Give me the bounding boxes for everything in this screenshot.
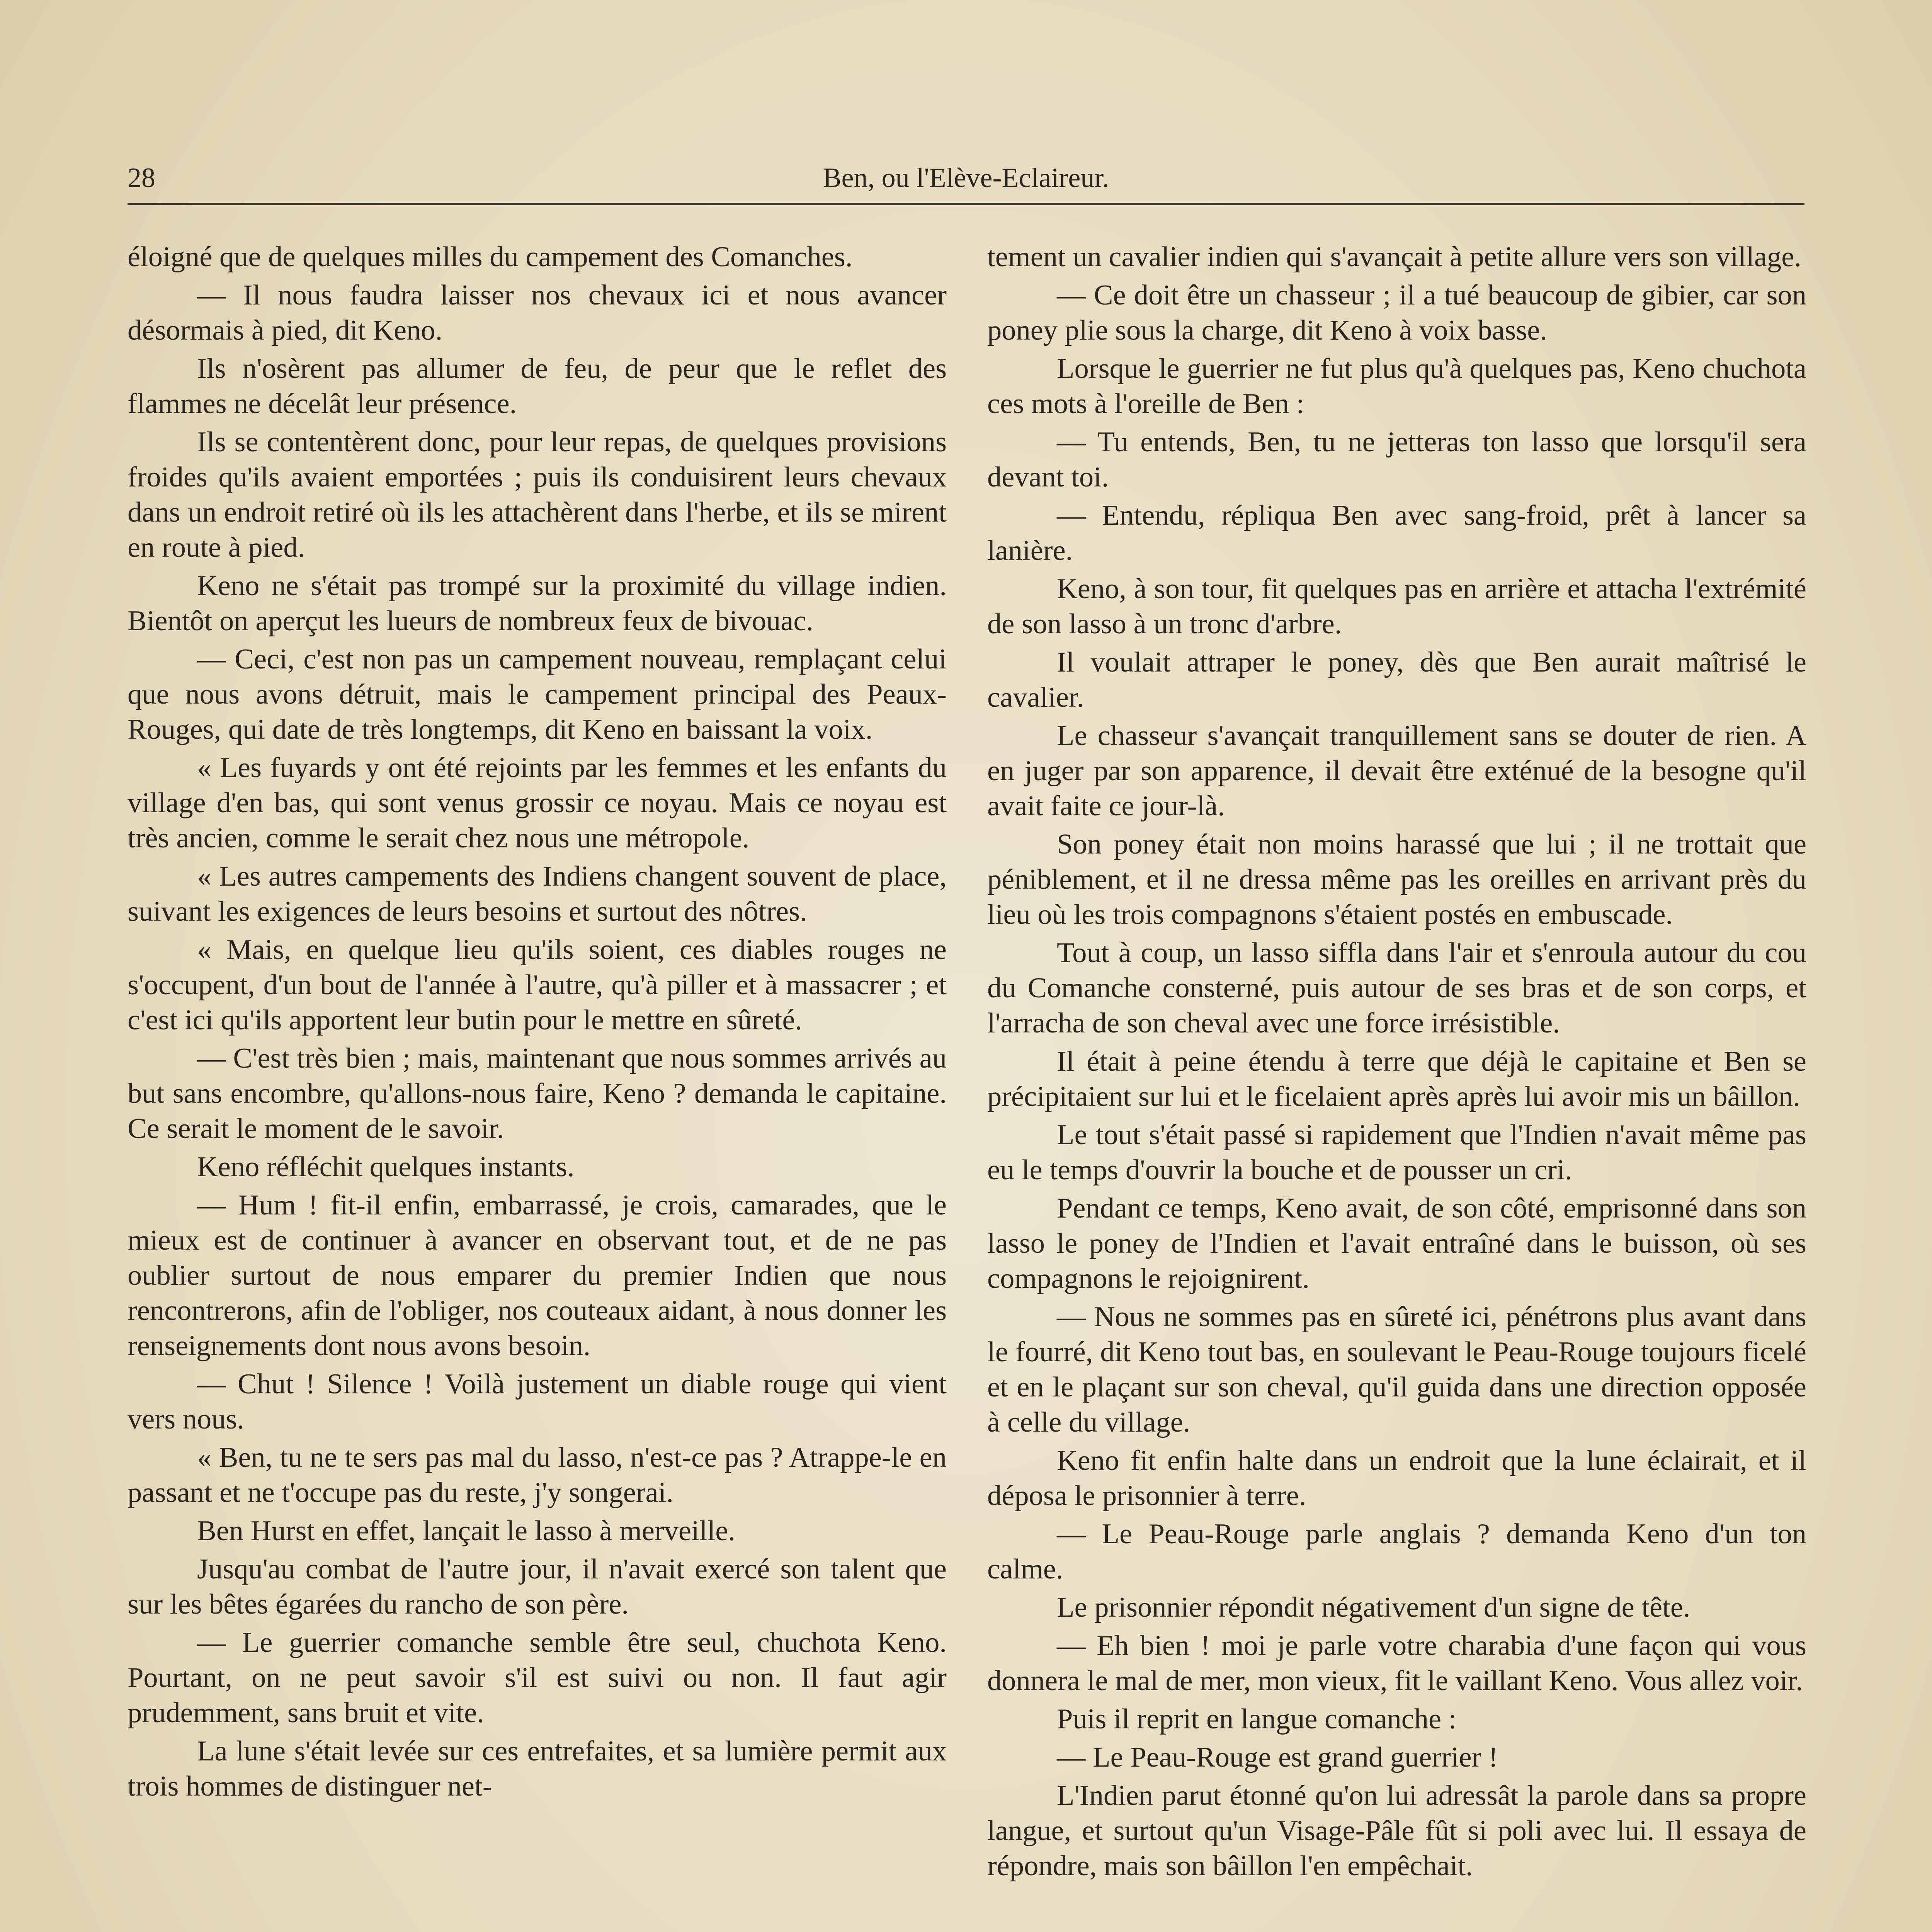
paragraph: Le prisonnier répondit négativement d'un signe de tête. xyxy=(1057,1592,1690,1623)
paragraph: — Chut ! Silence ! Voilà justement un diable rouge qui vient vers nous. xyxy=(128,1368,947,1435)
paragraph: « Les autres campements des Indiens changent souvent de place, suivant les exigences de leurs besoins et surtout des nôtres. xyxy=(128,861,947,927)
paragraph: Le tout s'était passé si rapidement que l'Indien n'avait même pas eu le temps d'ouvrir la bouche et de pousser un cri. xyxy=(987,1119,1806,1186)
left-column xyxy=(128,240,947,1807)
paragraph: La lune s'était levée sur ces entrefaites, et sa lumière permit aux trois hommes de distinguer net- xyxy=(128,1735,947,1802)
paragraph: Keno fit enfin halte dans un endroit que la lune éclairait, et il déposa le prisonnier à terre. xyxy=(987,1445,1806,1512)
paragraph: Keno, à son tour, fit quelques pas en arrière et attacha l'extrémité de son lasso à un tronc d'arbre. xyxy=(987,573,1806,640)
paragraph: éloigné que de quelques milles du campement des Comanches. xyxy=(128,241,853,273)
paragraph: — Tu entends, Ben, tu ne jetteras ton lasso que lorsqu'il sera devant toi. xyxy=(987,426,1806,493)
paragraph: tement un cavalier indien qui s'avançait à petite allure vers son village. xyxy=(987,241,1801,273)
paragraph: — Le guerrier comanche semble être seul, chuchota Keno. Pourtant, on ne peut savoir s'il est suivi ou non. Il faut agir prudemment, sans bruit et vite. xyxy=(128,1627,947,1729)
paragraph: — Ce doit être un chasseur ; il a tué beaucoup de gibier, car son poney plie sous la charge, dit Keno à voix basse. xyxy=(987,279,1806,346)
paragraph: — Il nous faudra laisser nos chevaux ici et nous avancer désormais à pied, dit Keno. xyxy=(128,279,947,346)
paragraph: « Les fuyards y ont été rejoints par les femmes et les enfants du village d'en bas, qui sont venus grossir ce noyau. Mais ce noyau est très ancien, comme le serait chez nous une métropole. xyxy=(128,752,947,854)
paragraph: Ils n'osèrent pas allumer de feu, de peur que le reflet des flammes ne décelât leur présence. xyxy=(128,353,947,420)
paragraph: — Nous ne sommes pas en sûreté ici, pénétrons plus avant dans le fourré, dit Keno tout bas, en soulevant le Peau-Rouge toujours ficelé et en le plaçant sur son cheval, qu'il guida dans une direction opposée à celle du village. xyxy=(987,1301,1806,1438)
paragraph: L'Indien parut étonné qu'on lui adressât la parole dans sa propre langue, et surtout qu'un Visage-Pâle fût si poli avec lui. Il essaya de répondre, mais son bâillon l'en empêchait. xyxy=(987,1780,1806,1882)
paragraph: Son poney était non moins harassé que lui ; il ne trottait que péniblement, et il ne dressa même pas les oreilles en arrivant près du lieu où les trois compagnons s'étaient postés en embuscade. xyxy=(987,828,1806,930)
paragraph: — C'est très bien ; mais, maintenant que nous sommes arrivés au but sans encombre, qu'allons-nous faire, Keno ? demanda le capitaine. Ce serait le moment de le savoir. xyxy=(128,1043,947,1145)
paragraph: Keno ne s'était pas trompé sur la proximité du village indien. Bientôt on aperçut les lueurs de nombreux feux de bivouac. xyxy=(128,570,947,637)
paragraph: Ils se contentèrent donc, pour leur repas, de quelques provisions froides qu'ils avaient emportées ; puis ils conduisirent leurs chevaux dans un endroit retiré où ils les attachèrent dans l'herbe, et ils se mirent en route à pied. xyxy=(128,426,947,563)
paragraph: Il était à peine étendu à terre que déjà le capitaine et Ben se précipitaient sur lui et le ficelaient après après lui avoir mis un bâillon. xyxy=(987,1046,1806,1112)
right-column xyxy=(987,240,1806,1887)
running-title: Ben, ou l'Elève-Eclaireur. xyxy=(823,162,1109,193)
paragraph: — Entendu, répliqua Ben avec sang-froid, prêt à lancer sa lanière. xyxy=(987,500,1806,566)
paragraph: Keno réfléchit quelques instants. xyxy=(197,1151,575,1183)
paragraph: Pendant ce temps, Keno avait, de son côté, emprisonné dans son lasso le poney de l'Indien et l'avait entraîné dans le buisson, où ses compagnons le rejoignirent. xyxy=(987,1192,1806,1294)
paragraph: — Le Peau-Rouge est grand guerrier ! xyxy=(1057,1742,1498,1773)
page-header xyxy=(128,153,1804,205)
page-number: 28 xyxy=(128,162,155,193)
paragraph: « Mais, en quelque lieu qu'ils soient, ces diables rouges ne s'occupent, d'un bout de l'année à l'autre, qu'à piller et à massacrer ; et c'est ici qu'ils apportent leur butin pour le mettre en sûreté. xyxy=(128,934,947,1036)
paragraph: — Ceci, c'est non pas un campement nouveau, remplaçant celui que nous avons détruit, mais le campement principal des Peaux-Rouges, qui date de très longtemps, dit Keno en baissant la voix. xyxy=(128,643,947,745)
paragraph: Ben Hurst en effet, lançait le lasso à merveille. xyxy=(197,1515,735,1547)
paragraph: Il voulait attraper le poney, dès que Ben aurait maîtrisé le cavalier. xyxy=(987,646,1806,713)
paragraph: Lorsque le guerrier ne fut plus qu'à quelques pas, Keno chuchota ces mots à l'oreille de Ben : xyxy=(987,353,1806,420)
paragraph: — Eh bien ! moi je parle votre charabia d'une façon qui vous donnera le mal de mer, mon vieux, fit le vaillant Keno. Vous allez voir. xyxy=(987,1630,1806,1697)
paragraph: — Hum ! fit-il enfin, embarrassé, je crois, camarades, que le mieux est de continuer à avancer en observant tout, et de ne pas oublier surtout de nous emparer du premier Indien que nous rencontrerons, afin de l'obliger, nos couteaux aidant, à nous donner les renseignements dont nous avons besoin. xyxy=(128,1189,947,1362)
paragraph: — Le Peau-Rouge parle anglais ? demanda Keno d'un ton calme. xyxy=(987,1518,1806,1585)
paragraph: Jusqu'au combat de l'autre jour, il n'avait exercé son talent que sur les bêtes égarées du rancho de son père. xyxy=(128,1553,947,1620)
paragraph: Tout à coup, un lasso siffla dans l'air et s'enroula autour du cou du Comanche consterné, puis autour de ses bras et de son corps, et l'arracha de son cheval avec une force irrésistible. xyxy=(987,937,1806,1039)
paragraph: Puis il reprit en langue comanche : xyxy=(1057,1703,1457,1735)
paragraph: Le chasseur s'avançait tranquillement sans se douter de rien. A en juger par son apparence, il devait être exténué de la besogne qu'il avait faite ce jour-là. xyxy=(987,720,1806,822)
paragraph: « Ben, tu ne te sers pas mal du lasso, n'est-ce pas ? Atrappe-le en passant et ne t'occupe pas du reste, j'y songerai. xyxy=(128,1442,947,1509)
